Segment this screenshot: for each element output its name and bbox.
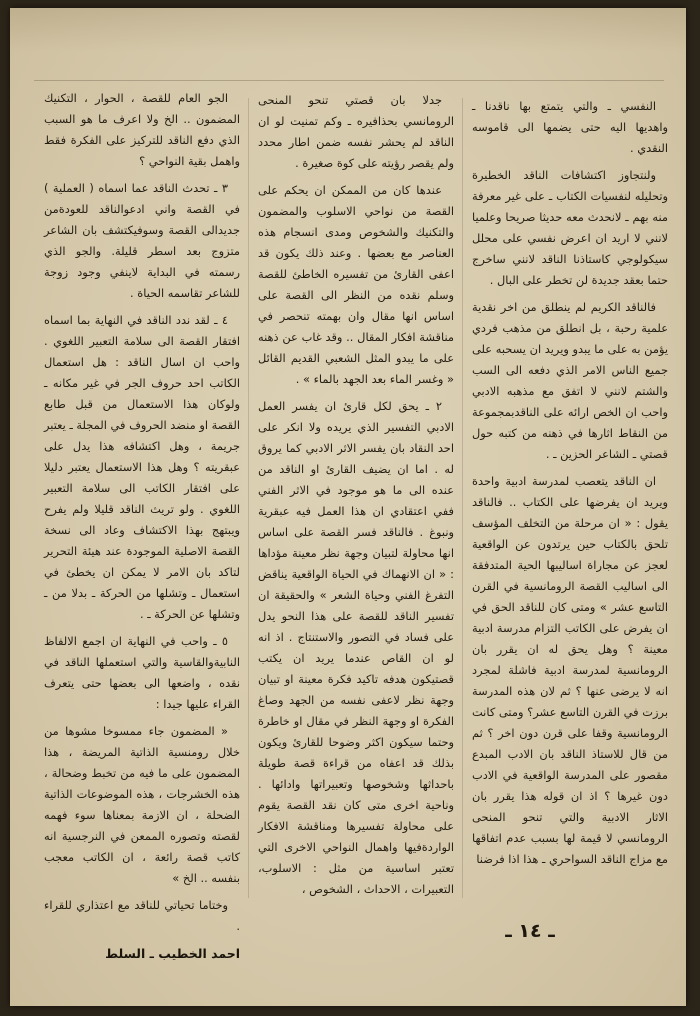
paragraph: وختاما تحياتي للناقد مع اعتذاري للقراء .: [44, 898, 240, 933]
column-gutter: [248, 98, 249, 898]
paragraph: ٥ ـ واحب في النهاية ان اجمع الالفاظ النابيةوالقاسية والتي استعملها الناقد في نقده ، واضعها الى بعضها حتى يتعرف القراء عليها جيدا :: [44, 634, 240, 711]
paragraph: النفسي ـ والتي يتمتع بها ناقدنا ـ واهديها اليه حتى يضمها الى قاموسه النقدي .: [472, 99, 668, 155]
article-column-1: [472, 96, 668, 914]
paragraph: ان الناقد يتعصب لمدرسة ادبية واحدة ويريد ان يفرضها على الكتاب .. فالناقد يقول : « ان مرحلة من التخلف المؤسف تلحق بالكتاب حين يرتدون عن الواقعية لعجز عن مجاراة اساليبها الحية المتدفقة الى اساليب القصة الرومانسية في القرن التاسع عشر » ومتى كان للناقد الحق في ان يفرض على الكاتب التزام مدرسة ادبية معينة ؟ وهل يحق له ان يقرر بان الرومانسية لمدرسة ادبية فاشلة لمجرد انه لا يرضى عنها ؟ ثم لان هذه المدرسة برزت في القرن التاسع عشر؟ ومتى كانت الرومانسية وقفا على قرن دون اخر ؟ ثم من قال للاستاذ الناقد بان الادب المبدع مقصور على المدرسة الواقعية في الادب دون غيرها ؟ اذ ان قوله هذا يقرر بان الاثار الادبية والتي تنحو المنحى الرومانسي لا قيمة لها بسبب عدم اتفاقها مع مزاج الناقد السواحري ـ هذا اذا فرضنا: [472, 474, 668, 866]
paragraph: الجو العام للقصة ، الحوار ، التكنيك المضمون .. الخ ولا اعرف ما هو السبب الذي دفع الناقد للتركيز على الفكرة فقط واهمل بقية النواحي ؟: [44, 91, 240, 168]
paragraph: جدلا بان قصتي تنحو المنحى الرومانسي بحذافيره ـ وكم تمنيت لو ان الناقد لم يحشر نفسه ضمن اطار محدد ولم يقصر رؤيته على كوة صغيرة .: [258, 93, 454, 170]
magazine-page: [10, 8, 686, 1006]
author-signature: احمد الخطيب ـ السلط: [105, 946, 240, 961]
paragraph: فالناقد الكريم لم ينطلق من اخر نقدية علمية رحبة ، بل انطلق من مذهب فردي يؤمن به على ما يبدو ويريد ان يسحبه على جميع الناس الامر الذي دفعه الى السب والشتم لانني لا اتفق مع مذهبه الادبي واحب ان الخص ارائه على الناقدبمجموعة من النقاط اثارها في ذهنه من كتبه حول قصتي ـ الشاعر الحزين ـ .: [472, 300, 668, 461]
page-fold-shadow: [10, 8, 686, 52]
paragraph: ٤ ـ لقد ندد الناقد في النهاية بما اسماه افتقار القصة الى سلامة التعبير اللغوي . واحب ان اسال الناقد : هل استعمال الكاتب احد حروف الجر في غير مكانه ـ ولوكان هذا الاستعمال من قبل طابع القصة او منضد الحروف في المجلة ـ يعتبر جريمة ، وهل اكتشافه هذا يدل على عبقريته ؟ وهل هذا الاستعمال يعتبر دليلا على افتقار الكاتب الى سلامة التعبير اللغوي . ولو تريث الناقد قليلا ولم يفرح ويبتهج بهذا الاكتشاف وعاد الى نسخة القصة الاصلية الموجودة عند هيئة التحرير لتاكد بان الامر لا يمكن ان يخطئ في استعمال ـ وتشلها من الحركة ـ بدلا من ـ وتشلها عن الحركة ـ .: [44, 313, 240, 621]
paragraph: ٣ ـ تحدث الناقد عما اسماه ( العملية ) في القصة واني ادعوالناقد للعودةمن جديدالى القصة وسوفيكتشف بان الشاعر متزوج بعد اسطر قليلة. والجو الذي رسمته في البداية لاينفي وجود زوجة للشاعر تقاسمه الحياة .: [44, 181, 240, 300]
paragraph: ٢ ـ يحق لكل قارئ ان يفسر العمل الادبي التفسير الذي يريده ولا انكر على احد النقاد بان يفسر الاثر الادبي كما يروق له . اما ان يضيف القارئ او الناقد من عنده الى ما هو موجود في الاثر الفني ففي اعتقادي ان هذا العمل فيه عبقرية ونبوغ . فالناقد فسر القصة على اساس انها محاولة لتبيان وجهة نظر معينة مؤداها : « ان الانهماك في الحياة الواقعية يناقض التفرغ الفني وحياة الشعر » والحقيقة ان تفسير الناقد للقصة على هذا النحو يدل على فساد في التصور والاستنتاج . اذ انه لو ان القاص عندما يريد ان يكتب قصتيكون هدفه تاكيد فكرة معينة او تبيان وجهة نظر لاعفى نفسه من الجهد وصاغ الفكرة او وجهة النظر في مقال او خاطرة وحتما سيكون اكثر وضوحا للقارئ ويكون بذلك قد اعفاه من قراءة قصة طويلة باحداثها وشخوصها وتعبيراتها وادائها . وناحية اخرى متى كان نقد القصة يقوم على محاولة تفسيرها ومناقشة الافكار الواردةفيها واهمال النواحي الاخرى التي تعتبر اساسية من مثل : الاسلوب، التعبيرات ، الاحداث ، الشخوص ،: [258, 399, 454, 896]
top-rule: [34, 80, 664, 81]
paragraph: عندها كان من الممكن ان يحكم على القصة من نواحي الاسلوب والمضمون والتكنيك والشخوص ومدى انسجام هذه العناصر مع بعضها . وعند ذلك يكون قد اعفى القارئ من تفسيره الخاطئ للقصة وسلم نقده من النظر الى القصة على اساس انها مقال وان بهمته تنحصر في مناقشة افكار المقال .. وقد غاب عن ذهنه على ما يبدو المثل الشعبي القديم القائل « وغسر الماء بعد الجهد بالماء » .: [258, 183, 454, 386]
column-gutter: [462, 98, 463, 898]
paragraph: ولنتجاوز اكتشافات الناقد الخطيرة وتحليله لنفسيات الكتاب ـ على غير معرفة منه بهم ـ لانحدث معه حديثا صريحا وعلميا لانني لا اريد ان اعرض نفسي على محلل سيكولوجي كاستاذنا الناقد لانني ساخرج حتما بعقد جديدة لن تخطر على البال .: [472, 168, 668, 287]
article-column-3: [44, 88, 240, 961]
article-column-2: [258, 90, 454, 908]
paragraph: « المضمون جاء ممسوخا مشوها من خلال رومنسية الذاتية المريضة ، هذا المضمون على ما فيه من تخبط وضحالة ، هذه الخشرجات ، هذه الموضوعات الذاتية الضحلة ، ان الازمة بمعناها سوء فهمه لقصته وتصوره الممعن في النرجسية انه كاتب قصة رائعة ، ان الكاتب معجب بنفسه .. الخ »: [44, 724, 240, 885]
page-number: ـ ١٤ ـ: [505, 920, 555, 942]
